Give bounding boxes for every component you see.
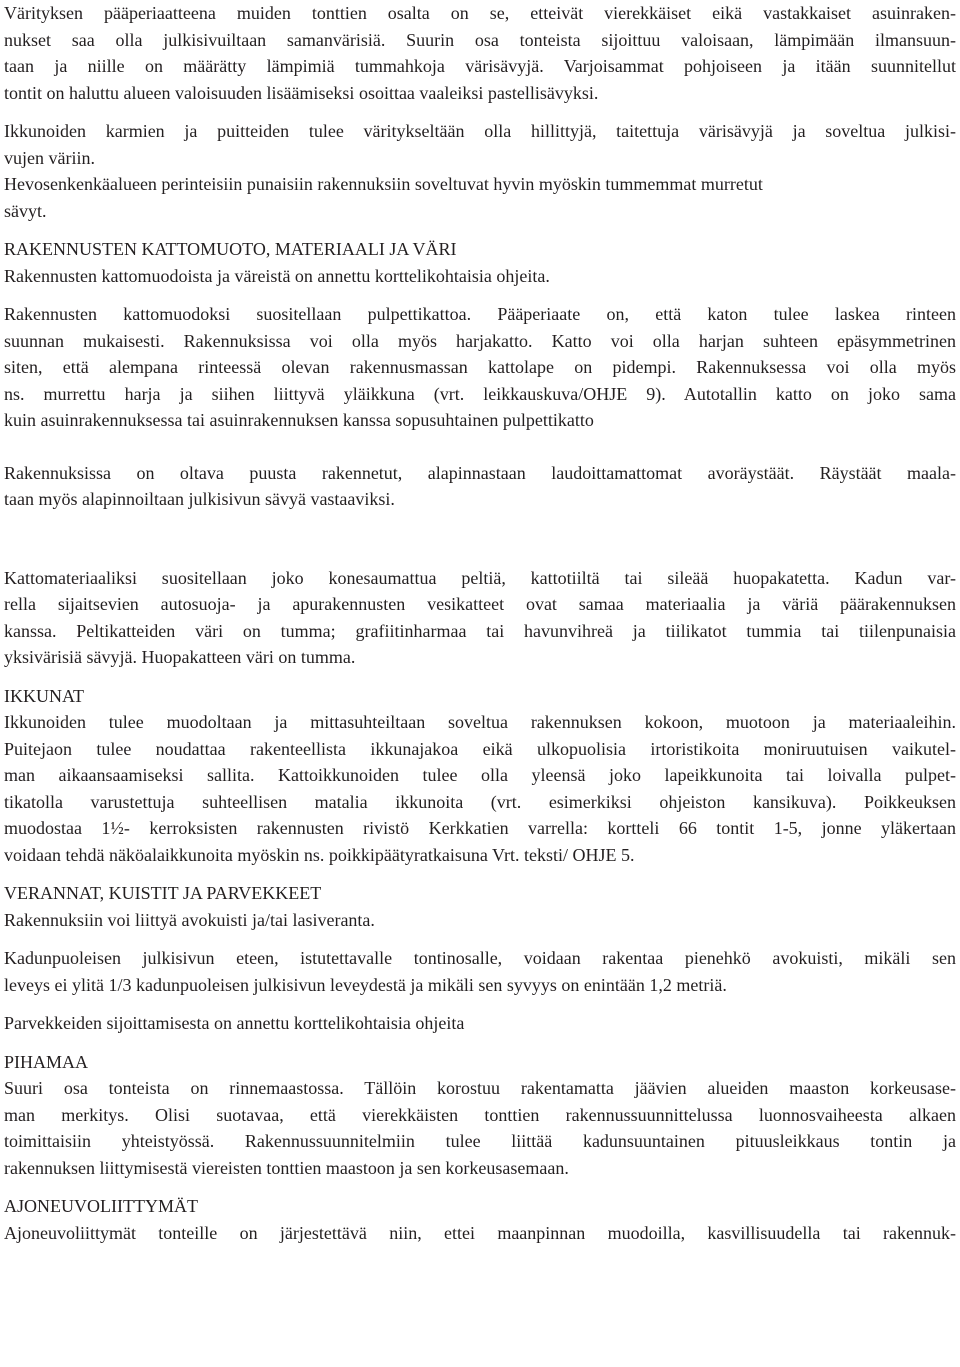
paragraph-horseshoe-area xyxy=(4,171,956,224)
section-heading-yard: PIHAMAA xyxy=(4,1051,89,1072)
text-line: leveys ei ylitä 1/3 kadunpuoleisen julkisivun leveydestä ja mikäli sen syvyys on enintään 1,2 metriä. xyxy=(4,974,727,995)
text-line: tontit on haluttu alueen valoisuuden lisäämiseksi osoittaa vaaleiksi pastellisävyksi. xyxy=(4,82,599,103)
text-line: kanssa. Peltikatteiden väri on tumma; grafiitinharmaa tai havunvihreä ja tiilikatot tummia tai tiilenpunaisia xyxy=(4,620,956,641)
text-line: Rakennuksiin voi liittyä avokuisti ja/tai lasiveranta. xyxy=(4,909,375,930)
text-line: sävyt. xyxy=(4,200,47,221)
text-line: Ikkunoiden tulee muodoltaan ja mittasuhteiltaan soveltua rakennuksen kokoon, muotoon ja materiaaleihin. xyxy=(4,712,956,732)
paragraph-roof-shape xyxy=(4,301,956,434)
paragraph-roof-instructions xyxy=(4,263,956,290)
paragraph-color-principles xyxy=(4,0,956,106)
paragraph-yard xyxy=(4,1075,956,1181)
section-heading-roof: RAKENNUSTEN KATTOMUOTO, MATERIAALI JA VÄRI xyxy=(4,239,457,259)
text-line: Kadunpuoleisen julkisivun eteen, istutettavalle tontinosalle, voidaan rakentaa pienehkö avokuisti, mikäli sen xyxy=(4,948,956,968)
text-line: rakennuksen liittymisestä viereisten tonttien maastoon ja sen korkeusasemaan. xyxy=(4,1157,569,1178)
text-line: muodostaa 1½- kerroksisten rakennusten rivistö Kerkkatien varrella: kortteli 66 tontit 1-5, jonne yläkertaan xyxy=(4,818,956,838)
text-line: Värityksen pääperiaatteena muiden tonttien osalta on se, etteivät vierekkäiset eikä vastakkaiset asuinraken- xyxy=(4,3,956,23)
text-line: taan myös alapinnoiltaan julkisivun sävyä vastaaviksi. xyxy=(4,489,395,509)
text-line: Kattomateriaaliksi suositellaan joko konesaumattua peltiä, kattotiiltä tai sileää huopakatetta. Kadun var- xyxy=(4,567,956,588)
document-page xyxy=(4,0,956,1246)
section-heading-windows: IKKUNAT xyxy=(4,685,84,706)
text-line: toimittaisiin yhteistyössä. Rakennussuunnitelmiin tulee liittää kadunsuuntainen pituusleikkaus tontin ja xyxy=(4,1131,956,1151)
text-line: voidaan tehdä näköalaikkunoita myöskin ns. poikkipäätyratkaisuna Vrt. teksti/ OHJE 5. xyxy=(4,844,635,865)
paragraph-porch xyxy=(4,945,956,998)
text-line: Parvekkeiden sijoittamisesta on annettu korttelikohtaisia ohjeita xyxy=(4,1013,465,1033)
paragraph-window-frames xyxy=(4,118,956,171)
text-line: Ikkunoiden karmien ja puitteiden tulee väritykseltään olla hillittyjä, taitettuja värisävyjä ja soveltua julkisi- xyxy=(4,121,956,141)
text-line: taan ja niille on määrätty lämpimiä tummahkoja värisävyjä. Varjoisammat pohjoiseen ja itään suunnitellut xyxy=(4,56,956,76)
text-line: Hevosenkenkäalueen perinteisiin punaisiin rakennuksiin soveltuvat hyvin myöskin tummemmat murretut xyxy=(4,174,763,194)
text-line: yksivärisiä sävyjä. Huopakatteen väri on tumma. xyxy=(4,647,356,667)
paragraph-vehicle-access xyxy=(4,1220,956,1247)
text-line: kuin asuinrakennuksessa tai asuinrakennuksen kanssa sopusuhtainen pulpettikatto xyxy=(4,410,594,430)
paragraph-windows xyxy=(4,709,956,868)
text-line: ns. murrettu harja ja siihen liittyvä yläikkuna (vrt. leikkauskuva/OHJE 9). Autotallin katto on joko sama xyxy=(4,383,956,404)
paragraph-balconies xyxy=(4,1010,956,1037)
section-heading-vehicle-access: AJONEUVOLIITTYMÄT xyxy=(4,1196,198,1216)
text-line: rella sijaitsevien autosuoja- ja apurakennusten vesikatteet ovat samaa materiaalia ja väriä päärakennuksen xyxy=(4,594,956,614)
text-line: Rakennuksissa on oltava puusta rakennetut, alapinnastaan laudoittamattomat avoräystäät. Räystäät maala- xyxy=(4,462,956,483)
text-line: Rakennusten kattomuodoista ja väreistä on annettu korttelikohtaisia ohjeita. xyxy=(4,265,550,286)
text-line: Suuri osa tonteista on rinnemaastossa. Tällöin korostuu rakentamatta jäävien alueiden maaston korkeusase- xyxy=(4,1078,956,1098)
text-line: siten, että alempana rinteessä olevan rakennusmassan kattolape on pidempi. Rakennuksessa voi olla myös xyxy=(4,357,956,377)
text-line: nukset saa olla julkisivuiltaan samanvärisiä. Suurin osa tonteista sijoittuu valoisaan, lämpimään ilmansuun- xyxy=(4,29,956,50)
text-line: Puitejaon tulee noudattaa rakenteellista ikkunajakoa eikä ulkopuolisia irtoristikoita moniruutuisen vaikutel- xyxy=(4,738,956,759)
paragraph-eaves xyxy=(4,460,956,513)
text-line: man aikaansaamiseksi sallita. Kattoikkunoiden tulee olla yleensä joko lapeikkunoita tai loivalla pulpet- xyxy=(4,765,956,785)
paragraph-roof-material xyxy=(4,565,956,671)
paragraph-verandas xyxy=(4,907,956,934)
text-line: vujen väriin. xyxy=(4,147,95,168)
text-line: tikatolla varustettuja suhteellisen matalia ikkunoita (vrt. esimerkiksi ohjeiston kansikuva). Poikkeuksen xyxy=(4,791,956,812)
section-heading-verandas: VERANNAT, KUISTIT JA PARVEKKEET xyxy=(4,883,322,903)
text-line: Rakennusten kattomuodoksi suositellaan pulpettikattoa. Pääperiaate on, että katon tulee laskea rinteen xyxy=(4,304,956,324)
text-line: man merkitys. Olisi suotavaa, että vierekkäisten tonttien rakennussuunnittelussa luonnosvaiheesta alkaen xyxy=(4,1104,956,1125)
text-line: suunnan mukaisesti. Rakennuksissa voi olla myös harjakatto. Katto voi olla harjan suhteen epäsymmetrinen xyxy=(4,330,956,351)
text-line: Ajoneuvoliittymät tonteille on järjestettävä niin, ettei maanpinnan muodoilla, kasvillisuudella tai rakennuk- xyxy=(4,1222,956,1243)
